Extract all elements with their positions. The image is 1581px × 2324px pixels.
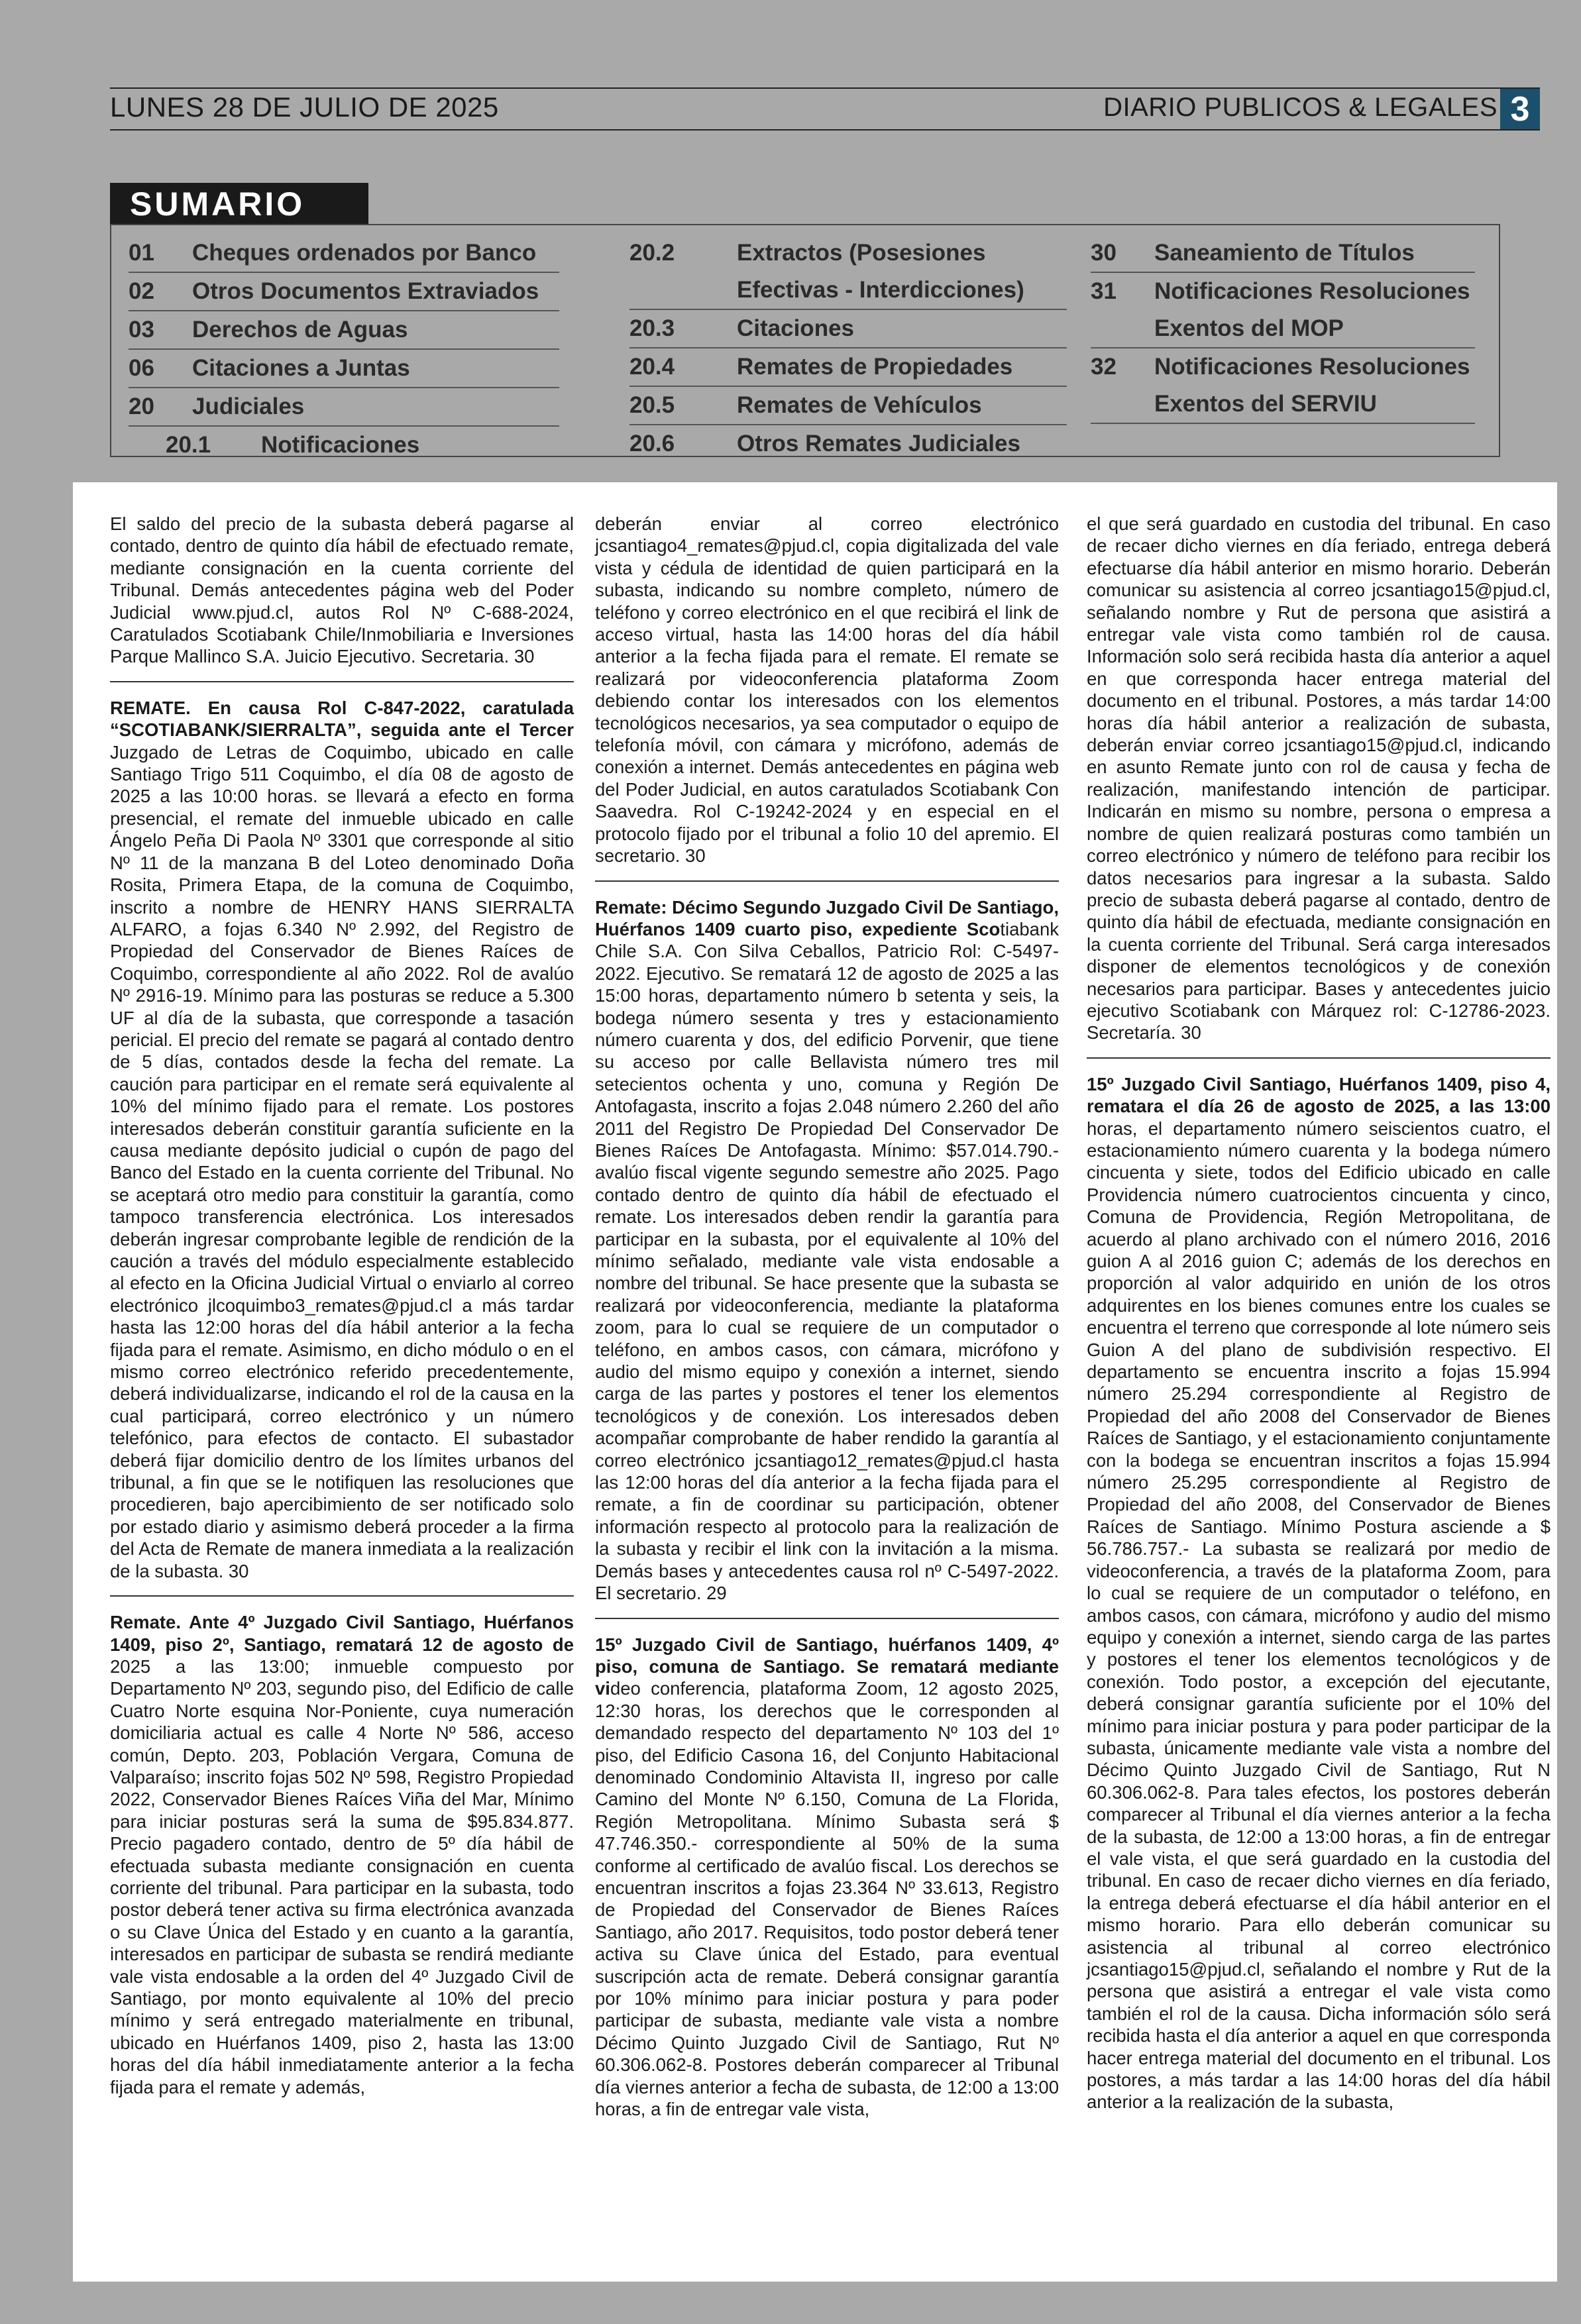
summary-item-label: Exentos del SERVIU xyxy=(1154,391,1377,417)
summary-item-number: 01 xyxy=(129,240,154,266)
summary-item-number: 06 xyxy=(129,355,154,381)
notice-body: deo conferencia, plataforma Zoom, 12 agosto 2025, 12:30 horas, los derechos que le corresponden al demandado respecto del departamento Nº 103 del 1º piso, del Edificio Casona 16, del Conjunto Habitacional denominado Condominio Altavista II, ingreso por calle Camino del Monte Nº 6.150, Comuna de La Florida, Región Metropolitana. Mínimo Subasta será $ 47.746.350.- correspondiente al 50% de la suma conforme al certificado de avalúo fiscal. Los derechos se encuentran inscritos a fojas 23.364 Nº 33.613, Registro de Propiedad del Conservador de Bienes Raíces Santiago, año 2017. Requisitos, todo postor deberá tener activa su Clave única del Estado, para eventual suscripción acta de remate. Deberá consignar garantía por 10% mínimo para iniciar postura y para poder participar de subasta, mediante vale vista a nombre Décimo Quinto Juzgado Civil de Santiago, Rut Nº 60.306.062-8. Postores deberán comparecer al Tribunal día viernes anterior a fecha de subasta, de 12:00 a 13:00 horas, a fin de entregar vale vista, xyxy=(595,1678,1059,2120)
summary-item-number: 20.6 xyxy=(629,431,675,456)
summary-title: SUMARIO xyxy=(110,183,368,224)
summary-item-label: Citaciones a Juntas xyxy=(192,355,410,381)
notice-body: Juzgado de Letras de Coquimbo, ubicado en calle Santiago Trigo 511 Coquimbo, el día 08 de agosto de 2025 a las 10:00 horas. se llevará a efecto en forma presencial, el remate del inmueble ubicado en calle Ángelo Peña Di Paola Nº 3301 que corresponde al sitio Nº 11 de la manzana B del Loteo denominado Doña Rosita, Primera Etapa, de la comuna de Coquimbo, inscrito a nombre de HENRY HANS SIERRALTA ALFARO, a fojas 6.340 Nº 2.992, del Registro de Propiedad del Conservador de Bienes Raíces de Coquimbo, correspondiente al año 2022. Rol de avalúo Nº 2916-19. Mínimo para las posturas se reduce a 5.300 UF al día de la subasta, que corresponde a tasación pericial. El precio del remate se pagará al contado dentro de 5 días, contados desde la fecha del remate. La caución para participar en el remate será equivalente al 10% del mínimo fijado para el remate. Los postores interesados deberán constituir garantía suficiente en la causa mediante depósito judicial o cupón de pago del Banco del Estado en la cuenta corriente del Tribunal. No se aceptará otro medio para constituir la garantía, como tampoco transferencia electrónica. Los interesados deberán ingresar comprobante legible de rendición de la caución a través del módulo especialmente establecido al efecto en la Oficina Judicial Virtual o enviarlo al correo electrónico jlcoquimbo3_remates@pjud.cl a más tardar hasta las 12:00 horas del día hábil anterior a la fecha fijada para el remate. Asimismo, en dicho módulo o en el mismo correo electrónico referido precedentemente, deberá individualizarse, indicando el rol de la causa en la cual participará, correo electrónico y un número telefónico, para efectos de contacto. El subastador deberá fijar domicilio dentro de los límites urbanos del tribunal, a fin que se le notifiquen las resoluciones que procedieren, bajo apercibimiento de ser notificado solo por estado diario y asimismo deberá proceder a la firma del Acta de Remate de manera inmediata a la realización de la subasta. 30 xyxy=(110,741,574,1581)
summary-item-label: Otros Remates Judiciales xyxy=(737,431,1020,456)
notice-heading: 15º Juzgado Civil de Santiago, huérfanos 1409, 4º piso, comuna de Santiago. Se rematará mediante vi xyxy=(595,1634,1059,1699)
summary-item xyxy=(1091,310,1475,348)
summary-item-label: Remates de Propiedades xyxy=(737,354,1013,380)
summary-item-label: Exentos del MOP xyxy=(1154,315,1344,341)
summary-item-label: Otros Documentos Extraviados xyxy=(192,278,539,304)
divider xyxy=(110,681,574,682)
summary-item xyxy=(629,348,1067,387)
notice-body: 2025 a las 13:00; inmueble compuesto por Departamento Nº 203, segundo piso, del Edificio de calle Cuatro Norte esquina Nor-Poniente, cuya numeración domiciliaria actual es calle 4 Norte Nº 586, acceso común, Depto. 203, Población Vergara, Comuna de Valparaíso; inscrito fojas 502 Nº 598, Registro Propiedad 2022, Conservador Bienes Raíces Viña del Mar, Mínimo para iniciar posturas será la suma de $95.834.877. Precio pagadero contado, dentro de 5º día hábil de efectuada subasta mediante consignación en cuenta corriente del tribunal. Para participar en la subasta, todo postor deberá tener activa su firma electrónica avanzada o su Clave Única del Estado y en cuanto a la garantía, interesados en participar de subasta se rendirá mediante vale vista endosable a la orden del 4º Juzgado Civil de Santiago, por monto equivalente al 10% del precio mínimo y será entregado materialmente en tribunal, ubicado en Huérfanos 1409, piso 2, hasta las 13:00 horas del día hábil inmediatamente anterior a la fecha fijada para el remate y además, xyxy=(110,1656,574,2097)
summary-item-number: 31 xyxy=(1091,278,1117,304)
summary-item xyxy=(1091,235,1475,273)
summary-item-number: 20.2 xyxy=(629,240,675,266)
text-column-3 xyxy=(1087,513,1551,2113)
notice xyxy=(110,697,574,1582)
notice xyxy=(595,1634,1059,2121)
page-body xyxy=(73,482,1557,2282)
summary-item xyxy=(129,235,559,273)
notice-heading: Remate: Décimo Segundo Juzgado Civil De Santiago, Huérfanos 1409 cuarto piso, expediente Sco xyxy=(595,896,1059,939)
summary-item xyxy=(629,387,1067,425)
summary-item-number: 20 xyxy=(129,394,154,419)
divider xyxy=(1087,1057,1551,1059)
summary-item xyxy=(629,310,1067,348)
summary-item-label: Efectivas - Interdicciones) xyxy=(737,277,1024,303)
summary-item xyxy=(1091,348,1475,386)
summary-column-1 xyxy=(129,235,559,464)
summary-column-2 xyxy=(629,235,1067,462)
paragraph: deberán enviar al correo electrónico jcsantiago4_remates@pjud.cl, copia digitalizada del vale vista y cédula de identidad de quien participará en la subasta, indicando su nombre completo, número de teléfono y correo electrónico en el que recibirá el link de acceso virtual, hasta las 14:00 horas del día hábil anterior a la fecha fijada para el remate. El remate se realizará por videoconferencia plataforma Zoom debiendo contar los interesados con los elementos tecnológicos necesarios, ya sea computador o equipo de telefonía móvil, con cámara y micrófono, además de conexión a internet. Demás antecedentes en página web del Poder Judicial, en autos caratulados Scotiabank Con Saavedra. Rol C-19242-2024 y en especial en el protocolo fijado por el tribunal a folio 10 del apremio. El secretario. 30 xyxy=(595,513,1059,867)
notice-heading: 15º Juzgado Civil Santiago, Huérfanos 1409, piso 4, rematara el día 26 de agosto de 2025, a las 13:00 xyxy=(1087,1073,1551,1117)
page-number: 3 xyxy=(1500,89,1540,130)
summary-item-label: Derechos de Aguas xyxy=(192,317,408,343)
notice xyxy=(110,1611,574,2098)
summary-item-label: Notificaciones xyxy=(261,432,420,458)
summary-item-number: 32 xyxy=(1091,354,1117,380)
divider xyxy=(595,1618,1059,1619)
summary-column-3 xyxy=(1091,235,1475,424)
summary-item-label: Judiciales xyxy=(192,394,305,419)
header-bottom-rule xyxy=(110,129,1540,131)
paragraph: El saldo del precio de la subasta deberá pagarse al contado, dentro de quinto día hábil de efectuado remate, mediante consignación en la cuenta corriente del Tribunal. Demás antecedentes página web del Poder Judicial www.pjud.cl, autos Rol Nº C-688-2024, Caratulados Scotiabank Chile/Inmobiliaria e Inversiones Parque Mallinco S.A. Juicio Ejecutivo. Secretaria. 30 xyxy=(110,513,574,667)
summary-item xyxy=(1091,386,1475,424)
summary-item xyxy=(629,425,1067,462)
header-date: LUNES 28 DE JULIO DE 2025 xyxy=(110,91,499,123)
summary-item-number: 20.3 xyxy=(629,315,675,341)
summary-item xyxy=(1091,273,1475,310)
summary-item-label: Notificaciones Resoluciones xyxy=(1154,354,1470,380)
summary-item xyxy=(129,388,559,427)
summary-item-number: 03 xyxy=(129,317,154,343)
divider xyxy=(595,880,1059,882)
header-publication: DIARIO PUBLICOS & LEGALES xyxy=(1103,93,1498,122)
text-column-2 xyxy=(595,513,1059,2120)
summary-item xyxy=(629,272,1067,310)
summary-item-number: 20.1 xyxy=(166,432,211,458)
notice-heading: Remate. Ante 4º Juzgado Civil Santiago, Huérfanos 1409, piso 2º, Santiago, rematará 12 de agosto de xyxy=(110,1612,574,1655)
divider xyxy=(110,1595,574,1597)
summary-item-label: Remates de Vehículos xyxy=(737,392,982,418)
notice xyxy=(1087,1073,1551,2113)
summary-item-label: Cheques ordenados por Banco xyxy=(192,240,537,266)
summary-item xyxy=(129,311,559,350)
summary-item-number: 30 xyxy=(1091,240,1117,266)
summary-item xyxy=(629,235,1067,272)
summary-item-number: 20.4 xyxy=(629,354,675,380)
summary-item-number: 02 xyxy=(129,278,154,304)
summary-item-label: Saneamiento de Títulos xyxy=(1154,240,1415,266)
summary-box xyxy=(110,224,1500,457)
notice-heading: REMATE. En causa Rol C-847-2022, caratulada “SCOTIABANK/SIERRALTA”, seguida ante el Tercer xyxy=(110,697,574,741)
notice-body: horas, el departamento número seiscientos cuatro, el estacionamiento número cuarenta y la bodega número cincuenta y siete, todos del Edificio ubicado en calle Providencia número cuatrocientos cincuenta y cinco, Comuna de Providencia, Región Metropolitana, de acuerdo al plano archivado con el número 2016, 2016 guion A al 2016 guion C; además de los derechos en proporción al valor adquirido en unión de los otros adquirentes en los bienes comunes entre los cuales se encuentra el terreno que corresponde al lote número seis Guion A del plano de subdivisión respectivo. El departamento se encuentra inscrito a fojas 15.994 número 25.294 correspondiente al Registro de Propiedad del año 2008 del Conservador de Bienes Raíces de Santiago, y el estacionamiento conjuntamente con la bodega se encuentran inscritos a fojas 15.994 número 25.295 correspondiente al Registro de Propiedad del año 2008, del Conservador de Bienes Raíces de Santiago. Mínimo Postura asciende a $ 56.786.757.- La subasta se realizará por medio de videoconferencia, a través de la plataforma Zoom, para lo cual se requiere de un computador o teléfono, en ambos casos, con cámara, micrófono y audio del mismo equipo y conexión a internet, siendo carga de las partes y postores el tener los elementos tecnológicos y de conexión. Todo postor, a excepción del ejecutante, deberá consignar garantía suficiente por el 10% del mínimo para iniciar postura y para poder participar de la subasta, únicamente mediante vale vista a nombre del Décimo Quinto Juzgado Civil de Santiago, Rut N 60.306.062-8. Para tales efectos, los postores deberán comparecer al Tribunal el día viernes anterior a la fecha de la subasta, de 12:00 a 13:00 horas, a fin de entregar el vale vista, el que será guardado en la custodia del tribunal. En caso de recaer dicho viernes en día feriado, la entrega deberá efectuarse el día hábil anterior en el mismo horario. Para ello deberán comunicar su asistencia al tribunal al correo electrónico jcsantiago15@pjud.cl, señalando el nombre y Rut de la persona que asistirá a entregar el vale vista como también el rol de la causa. Dicha información sólo será recibida hasta el día anterior a aquel en que corresponda hacer entrega material del documento en el tribunal. Los postores, a más tardar a las 14:00 horas del día hábil anterior a la realización de la subasta, xyxy=(1087,1118,1551,2113)
summary-item-label: Notificaciones Resoluciones xyxy=(1154,278,1470,304)
notice xyxy=(595,896,1059,1605)
summary-item xyxy=(129,273,559,311)
text-column-1 xyxy=(110,513,574,2098)
paragraph: el que será guardado en custodia del tribunal. En caso de recaer dicho viernes en día feriado, entrega deberá efectuarse día hábil anterior en mismo horario. Deberán comunicar su asistencia al correo jcsantiago15@pjud.cl, señalando nombre y Rut de persona que asistirá a entregar vale vista como también rol de causa. Información solo será recibida hasta día anterior a aquel en que corresponda hacer entrega material del documento en el tribunal. Postores, a más tardar 14:00 horas día hábil anterior a realización de subasta, deberán enviar correo jcsantiago15@pjud.cl, indicando en asunto Remate junto con rol de causa y fecha de realización, manifestando intención de participar. Indicarán en mismo su nombre, persona o empresa a nombre de quien realizará posturas como también un correo electrónico y número de teléfono para recibir los datos necesarios para ingresar a la subasta. Saldo precio de subasta deberá pagarse al contado, dentro de quinto día hábil de efectuada, mediante consignación en la cuenta corriente del Tribunal. Será carga interesados disponer de elementos tecnológicos y de conexión necesarios para participar. Bases y antecedentes juicio ejecutivo Scotiabank con Márquez rol: C-12786-2023. Secretaría. 30 xyxy=(1087,513,1551,1043)
summary-item-label: Citaciones xyxy=(737,315,854,341)
summary-item xyxy=(129,427,559,464)
notice-body: tiabank Chile S.A. Con Silva Ceballos, Patricio Rol: C-5497-2022. Ejecutivo. Se rematará 12 de agosto de 2025 a las 15:00 horas, departamento número b setenta y seis, la bodega número sesenta y tres y estacionamiento número cuarenta y dos, del edificio Porvenir, que tiene su acceso por calle Bellavista número tres mil setecientos ochenta y uno, comuna y Región De Antofagasta, inscrito a fojas 2.048 número 2.260 del año 2011 del Registro De Propiedad Del Conservador De Bienes Raíces De Antofagasta. Mínimo: $57.014.790.- avalúo fiscal vigente segundo semestre año 2025. Pago contado dentro de quinto día hábil de efectuado el remate. Los interesados deben rendir la garantía para participar en la subasta, por el equivalente al 10% del mínimo señalado, mediante vale vista endosable a nombre del tribunal. Se hace presente que la subasta se realizará por videoconferencia, mediante la plataforma zoom, para lo cual se requiere de un computador o teléfono, en ambos casos, con cámara, micrófono y audio del mismo equipo y conexión a internet, siendo carga de las partes y postores el tener los elementos tecnológicos y de conexión. Los interesados deben acompañar comprobante de haber rendido la garantía al correo electrónico jcsantiago12_remates@pjud.cl hasta las 12:00 horas del día anterior a la fecha fijada para el remate, a fin de coordinar su participación, obtener información respecto al protocolo para la realización de la subasta y recibir el link con la invitación a la misma. Demás bases y antecedentes causa rol nº C-5497-2022. El secretario. 29 xyxy=(595,918,1059,1604)
summary-item-label: Extractos (Posesiones xyxy=(737,240,986,266)
summary-item-number: 20.5 xyxy=(629,392,675,418)
header-top-rule xyxy=(110,87,1540,89)
summary-item xyxy=(129,350,559,388)
